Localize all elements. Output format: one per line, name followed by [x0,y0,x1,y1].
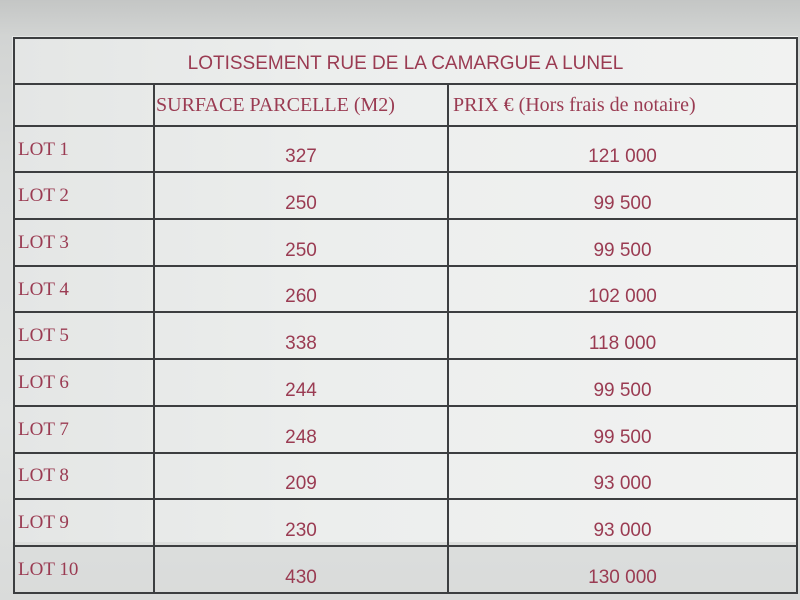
lot-surface: 230 [154,499,448,546]
table-row [14,359,797,406]
table-title: LOTISSEMENT RUE DE LA CAMARGUE A LUNEL [14,38,797,84]
lot-name: LOT 9 [14,499,154,546]
lot-prix: 102 000 [448,266,797,313]
header-row [14,84,797,126]
header-lot [14,84,154,126]
lot-name: LOT 10 [14,546,154,593]
lot-surface: 430 [154,546,448,593]
lot-name: LOT 3 [14,219,154,266]
table-row [14,126,797,173]
lot-prix: 99 500 [448,406,797,453]
lot-surface: 260 [154,266,448,313]
lot-surface: 209 [154,453,448,500]
lot-prix: 99 500 [448,359,797,406]
lot-prix: 121 000 [448,126,797,173]
table-row [14,266,797,313]
header-prix: PRIX € (Hors frais de notaire) [448,84,797,126]
table-row [14,312,797,359]
lot-name: LOT 8 [14,453,154,500]
lots-table [13,37,798,594]
table-row [14,499,797,546]
lot-name: LOT 1 [14,126,154,173]
lot-surface: 338 [154,312,448,359]
title-row [14,38,797,84]
lot-prix: 93 000 [448,453,797,500]
lot-name: LOT 5 [14,312,154,359]
lot-prix: 99 500 [448,172,797,219]
lot-name: LOT 4 [14,266,154,313]
lot-name: LOT 6 [14,359,154,406]
header-surface: SURFACE PARCELLE (M2) [154,84,448,126]
lot-surface: 248 [154,406,448,453]
table-row [14,453,797,500]
lot-prix: 130 000 [448,546,797,593]
lot-prix: 93 000 [448,499,797,546]
table-row [14,406,797,453]
lot-prix: 99 500 [448,219,797,266]
table-row [14,172,797,219]
lot-prix: 118 000 [448,312,797,359]
lot-surface: 250 [154,219,448,266]
lot-surface: 244 [154,359,448,406]
lot-name: LOT 7 [14,406,154,453]
lot-surface: 250 [154,172,448,219]
lot-surface: 327 [154,126,448,173]
table-row [14,546,797,593]
lot-name: LOT 2 [14,172,154,219]
table-row [14,219,797,266]
